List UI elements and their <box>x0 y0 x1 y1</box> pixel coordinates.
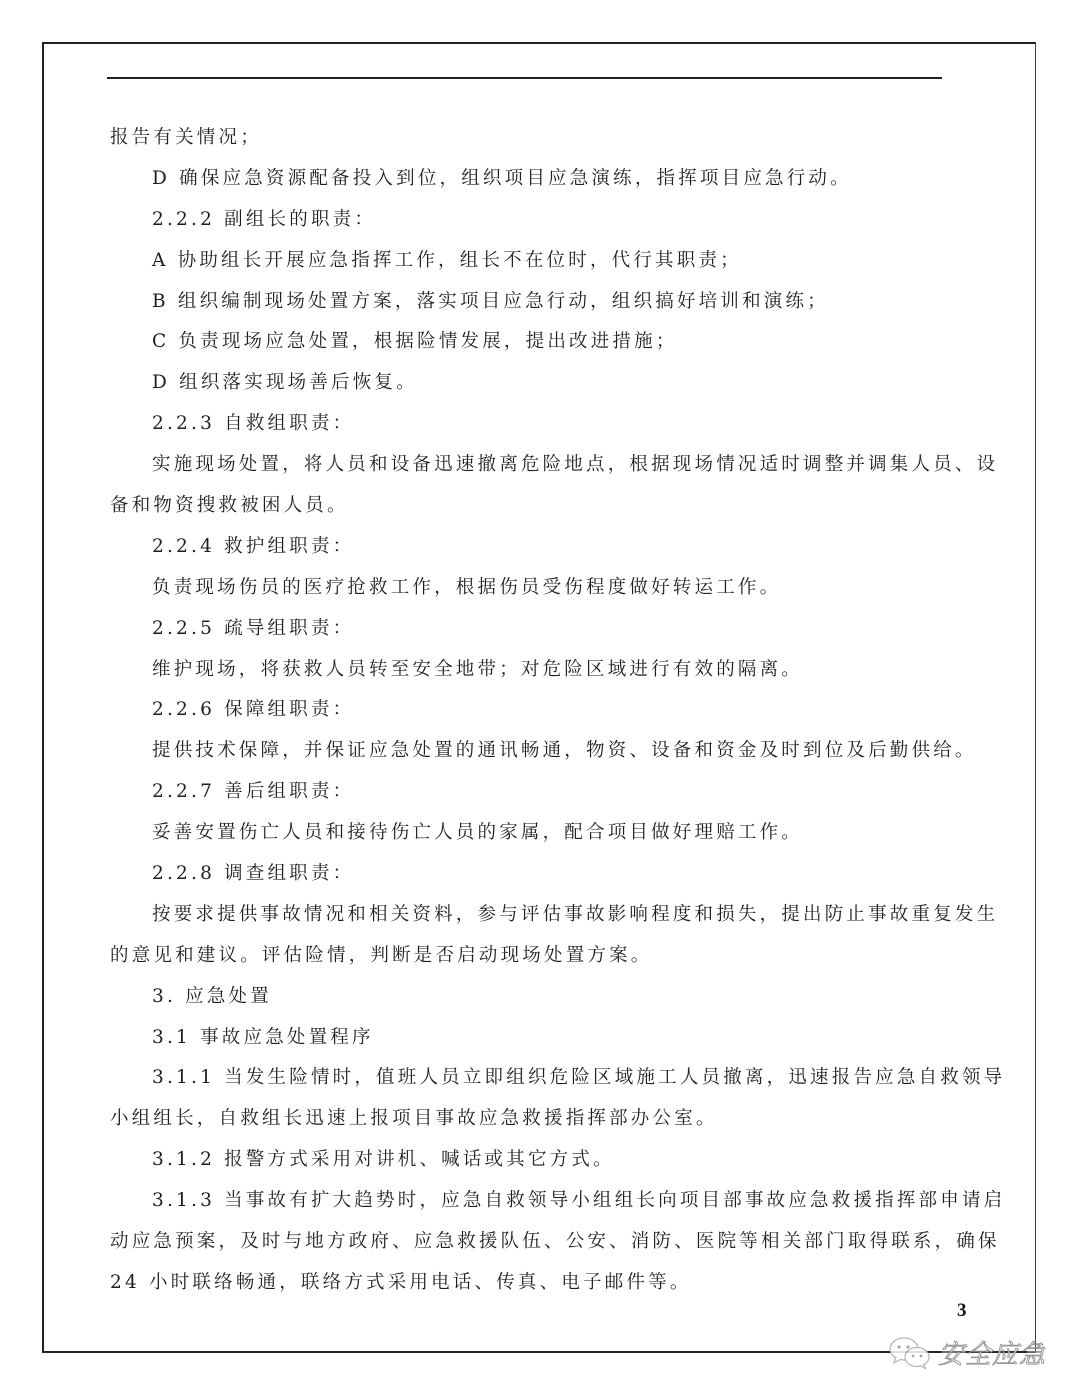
section-heading: 2.2.8 调查组职责： <box>152 863 355 885</box>
text-line: 3.1.2 报警方式采用对讲机、喊话或其它方式。 <box>152 1149 615 1171</box>
header-rule <box>107 77 942 79</box>
section-heading: 3.1 事故应急处置程序 <box>152 1026 374 1048</box>
text-line: 报告有关情况； <box>110 127 262 148</box>
text-line: 3.1.3 当事故有扩大趋势时，应急自救领导小组组长向项目部事故应急救援指挥部申请启 <box>152 1190 1006 1212</box>
text-line: D 确保应急资源配备投入到位，组织项目应急演练，指挥项目应急行动。 <box>152 167 852 189</box>
text-line: 妥善安置伤亡人员和接待伤亡人员的家属，配合项目做好理赔工作。 <box>152 822 804 844</box>
text-line: 按要求提供事故情况和相关资料，参与评估事故影响程度和损失，提出防止事故重复发生 <box>152 903 999 925</box>
section-heading: 2.2.7 善后组职责： <box>152 781 355 803</box>
wechat-icon <box>888 1336 932 1370</box>
watermark <box>888 1334 1046 1371</box>
page-number: 3 <box>957 1300 967 1321</box>
text-line: 负责现场伤员的医疗抢救工作，根据伤员受伤程度做好转运工作。 <box>152 576 782 598</box>
section-heading: 2.2.4 救护组职责： <box>152 535 355 557</box>
section-heading: 2.2.5 疏导组职责： <box>152 617 355 639</box>
text-line: A 协助组长开展应急指挥工作，组长不在位时，代行其职责； <box>152 249 742 271</box>
text-line: 动应急预案，及时与地方政府、应急救援队伍、公安、消防、医院等相关部门取得联系，确保 <box>110 1231 1000 1253</box>
text-line: C 负责现场应急处置，根据险情发展，提出改进措施； <box>152 331 678 353</box>
section-heading: 2.2.6 保障组职责： <box>152 699 355 721</box>
text-line: 3.1.1 当发生险情时，值班人员立即组织危险区域施工人员撤离，迅速报告应急自救领导 <box>152 1067 1006 1089</box>
section-heading: 2.2.3 自救组职责： <box>152 413 355 435</box>
text-line: 24 小时联络畅通，联络方式采用电话、传真、电子邮件等。 <box>110 1271 692 1293</box>
text-line: B 组织编制现场处置方案，落实项目应急行动，组织搞好培训和演练； <box>152 290 829 312</box>
text-line: 实施现场处置，将人员和设备迅速撤离危险地点，根据现场情况适时调整并调集人员、设 <box>152 454 999 476</box>
section-heading: 3. 应急处置 <box>152 985 272 1007</box>
watermark-text: 安全应急 <box>938 1340 1047 1370</box>
document-body <box>110 118 1006 1304</box>
text-line: D 组织落实现场善后恢复。 <box>152 372 418 394</box>
text-line: 小组组长，自救组长迅速上报项目事故应急救援指挥部办公室。 <box>110 1108 718 1130</box>
text-line: 备和物资搜救被困人员。 <box>110 495 349 517</box>
text-line: 维护现场，将获救人员转至安全地带；对危险区域进行有效的隔离。 <box>152 658 804 680</box>
section-heading: 2.2.2 副组长的职责： <box>152 208 377 230</box>
text-line: 的意见和建议。评估险情，判断是否启动现场处置方案。 <box>110 944 653 966</box>
text-line: 提供技术保障，并保证应急处置的通讯畅通，物资、设备和资金及时到位及后勤供给。 <box>152 740 977 762</box>
